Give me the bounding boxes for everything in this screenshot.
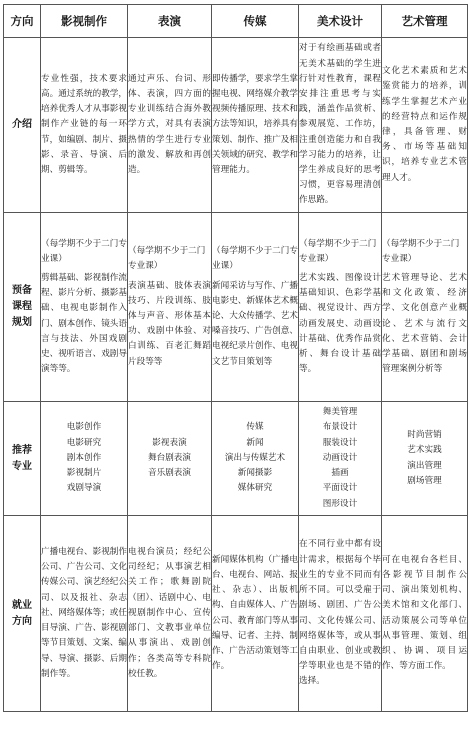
- cell-course-film: [41, 213, 128, 402]
- course-note: （每学期不少于二门专业课）: [41, 238, 127, 264]
- list-item: 服装设计: [322, 437, 358, 448]
- list-item: 时尚营销: [407, 430, 442, 441]
- header-arts-management: 艺术管理: [382, 5, 468, 38]
- list-item: 舞台剧表演: [148, 452, 191, 463]
- cell-course-media: [212, 213, 299, 402]
- list-item: 动画设计: [322, 452, 358, 463]
- list-item: 影视制片: [66, 468, 102, 479]
- course-note: （每学期不少于二门专业课）: [128, 246, 206, 272]
- list-item: 戏剧导演: [66, 483, 102, 494]
- row-career-direction: [4, 516, 468, 712]
- header-row: [4, 5, 468, 38]
- list-item: 演出与传媒艺术: [224, 452, 286, 463]
- list-item: 平面设计: [322, 483, 358, 494]
- row-label-recommended: [4, 402, 41, 516]
- row-label-career: [4, 516, 41, 712]
- row-recommended-majors: [4, 402, 468, 516]
- list-item: 艺术实践: [407, 445, 442, 456]
- cell-intro-acting: 通过声乐、台词、形体、表演，四方面的专业训练结合海外教学方式，对具有表演热情的学生进行专业的激发、解放和再创造。: [128, 38, 212, 213]
- cell-career-media: 新闻媒体机构（广播电台、电视台、网站、报社、杂志）、出版机构、自由媒体人、广告公司、教育部门等从事编导、记者、主持、制作、广告活动策划等工作。: [212, 516, 299, 712]
- cell-rec-arts-management: [382, 402, 468, 516]
- cell-intro-film: 专业性强，技术要求高。通过系统的教学，培养优秀人才从事影视制作产业链的每一环节，如编剧、制片、摄影、录音、导演、后期、剪辑等。: [41, 38, 128, 213]
- course-note: （每学期不少于二门专业课）: [212, 246, 298, 272]
- cell-career-arts-management: 可在电视台各栏目、各影视节目制作公司、演出策划机构、美术馆和文化部门、活动策展公司等单位从事管理、策划、组织、协调、项目运作、等方面工作。: [382, 516, 468, 712]
- header-direction: 方向: [4, 5, 41, 38]
- list-item: 舞美管理: [322, 407, 358, 418]
- major-comparison-table: [3, 4, 468, 712]
- list-item: 影视表演: [152, 437, 187, 448]
- course-list: 剪辑基础、影视制作流程、影片分析、摄影基础、电视电影制作入门、剧本创作、镜头语言与技法、外国戏剧史、视听语言、戏剧导演等等。: [41, 272, 127, 375]
- row-label-recommended-text: 推荐专业: [12, 444, 32, 472]
- row-course-plan: [4, 213, 468, 402]
- cell-intro-arts-management: 文化艺术素质和艺术鉴赏能力的培养，训练学生掌握艺术产业的经营特点和运作规律，具备管理、财务、市场等基础知识，培养专业艺术管理人才。: [382, 38, 468, 213]
- header-film-production: 影视制作: [41, 5, 128, 38]
- row-label-course-plan: [4, 213, 41, 402]
- list-item: 剧本创作: [66, 452, 102, 463]
- row-introduction: [4, 38, 468, 213]
- row-label-career-text: 就业方向: [12, 599, 32, 627]
- list-item: 插画: [331, 468, 349, 479]
- cell-intro-media: 即传播学，要求学生掌握电视、网络媒介教学视频传播原理、技术和方法等知识，培养具有策划、制作、推广及相关领域的研究、教学和管理能力。: [212, 38, 299, 213]
- cell-intro-art-design: 对于有绘画基础或者无美术基础的学生进行针对性教育，课程安排注重思考与实践，涵盖作品赏析、参观展览、工作坊，注重创造能力和自我学习能力的培养，让学生养成良好的思考习惯，更容易理清创作思路。: [299, 38, 382, 213]
- list-item: 电影创作: [66, 422, 102, 433]
- list-item: 音乐剧表演: [148, 468, 191, 479]
- list-item: 传媒: [246, 422, 264, 433]
- header-art-design: 美术设计: [299, 5, 382, 38]
- cell-course-acting: [128, 213, 212, 402]
- list-item: 电影研究: [66, 437, 102, 448]
- cell-course-arts-management: [382, 213, 468, 402]
- course-list: 新闻采访与写作、广播电影史、新媒体艺术概论、大众传播学、艺术嗓音技巧、广告创意、电视纪录片创作、电视文艺节目策划等: [212, 280, 298, 367]
- course-note: （每学期不少于二门专业课）: [299, 238, 377, 264]
- course-list: 表演基础、肢体表演技巧、片段训练、肢体与声音、形体基本功、戏剧中体验、对白训练、百老汇舞蹈片段等等: [128, 280, 211, 367]
- cell-rec-art-design: [299, 402, 382, 516]
- list-item: 布景设计: [322, 422, 358, 433]
- list-item: 演出管理: [407, 460, 442, 471]
- cell-career-acting: 电视台演员；经纪公司经纪；从事演艺相关工作；歌舞剧院（团）、话剧中心、电视剧制作中心、宣传部门、文教事业单位从事演出、戏剧创作；各类高等专科院校任教。: [128, 516, 212, 712]
- list-item: 新闻: [246, 437, 264, 448]
- cell-rec-film: [41, 402, 128, 516]
- header-acting: 表演: [128, 5, 212, 38]
- cell-career-art-design: 在不同行业中都有设计需求，根据每个毕业生的专业不同而有所不同。可以受雇于剧场、剧团、广告公司、文化传媒公司、网络媒体等，或从事自由职业、创业或教学等职业也是不错的选择。: [299, 516, 382, 712]
- row-label-course-plan-text: 预备课程规划: [12, 285, 32, 328]
- list-item: 媒体研究: [237, 483, 273, 494]
- list-item: 剧场管理: [407, 475, 442, 486]
- course-list: 艺术实践、图像设计基础知识、色彩学基础、视觉设计、西方动画发展史、动画设计基础、优秀作品赏析、舞台设计基础等。: [299, 272, 381, 375]
- course-list: 艺术管理导论、艺术和文化政策、经济学、文化创意产业概论、艺术与流行文化、艺术营销、会计学基础、剧团和剧场管理案例分析等: [382, 272, 467, 375]
- list-item: 图形设计: [322, 498, 358, 509]
- cell-course-art-design: [299, 213, 382, 402]
- cell-rec-media: [212, 402, 299, 516]
- header-media: 传媒: [212, 5, 299, 38]
- cell-career-film: 广播电视台、影视制作公司、广告公司、文化传媒公司、演艺经纪公司、以及报社、杂志社、网络媒体等；或任目导演、广告、影视剧等节目策划、文案、编导、导演、摄影、后期制作等。: [41, 516, 128, 712]
- course-note: （每学期不少于二门专业课）: [382, 238, 460, 264]
- cell-rec-acting: [128, 402, 212, 516]
- list-item: 新闻摄影: [237, 468, 273, 479]
- row-label-introduction: 介绍: [4, 38, 41, 213]
